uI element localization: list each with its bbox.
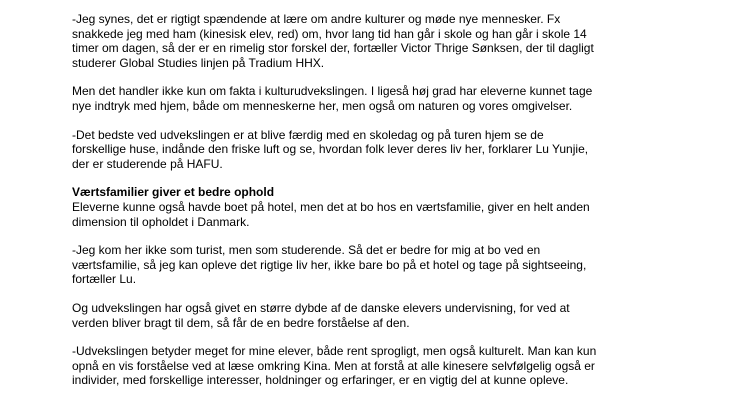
paragraph-lu-host-family-quote <box>72 243 712 287</box>
paragraph-victor-quote <box>72 12 712 70</box>
text-line: -Det bedste ved udvekslingen er at blive færdig med en skoledag og på turen hjem se de <box>72 127 544 142</box>
text-line: nye indtryk med hjem, både om menneskerne her, men også om naturen og vores omgivelser. <box>72 98 573 113</box>
paragraph-lu-yunjie-quote <box>72 128 712 172</box>
text-line: værtsfamilie, så jeg kan opleve det rigtige liv her, ikke bare bo på et hotel og tage på sightseeing, <box>72 257 587 272</box>
paragraph-teacher-quote <box>72 344 712 388</box>
text-line: snakkede jeg med ham (kinesisk elev, red) om, hvor lang tid han går i skole og han går i skole 14 <box>72 26 587 41</box>
text-line: individer, med forskellige interesser, holdninger og erfaringer, er en vigtig del at kunne opleve. <box>72 373 569 388</box>
section-host-families <box>72 185 712 229</box>
paragraph-cultural-exchange <box>72 84 712 113</box>
text-line: forskellige huse, indånde den friske luft og se, hvordan folk lever deres liv her, forklarer Lu Yunjie, <box>72 142 589 157</box>
text-line: dimension til opholdet i Danmark. <box>72 214 250 229</box>
document-page <box>72 12 712 402</box>
text-line: fortæller Lu. <box>72 272 137 287</box>
text-line: Eleverne kunne også havde boet på hotel, men det at bo hos en værtsfamilie, giver en helt anden <box>72 199 590 214</box>
paragraph-teaching-depth <box>72 301 712 330</box>
text-line: der er studerende på HAFU. <box>72 156 223 171</box>
text-line: timer om dagen, så der er en rimelig stor forskel der, fortæller Victor Thrige Sønksen, der til dagligt <box>72 41 594 56</box>
text-line: -Udvekslingen betyder meget for mine elever, både rent sprogligt, men også kulturelt. Man kan kun <box>72 344 597 359</box>
text-line: -Jeg kom her ikke som turist, men som studerende. Så det er bedre for mig at bo ved en <box>72 243 541 258</box>
text-line: Og udvekslingen har også givet en større dybde af de danske elevers undervisning, for ved at <box>72 300 570 315</box>
text-line: Men det handler ikke kun om fakta i kulturudvekslingen. I ligeså høj grad har eleverne kunnet tage <box>72 84 593 99</box>
text-line: -Jeg synes, det er rigtigt spændende at lære om andre kulturer og møde nye mennesker. Fx <box>72 12 561 26</box>
text-line: studerer Global Studies linjen på Tradium HHX. <box>72 55 325 70</box>
text-line: opnå en vis forståelse ved at læse omkring Kina. Men at forstå at alle kinesere selvfølgelig også er <box>72 358 595 373</box>
text-line: verden bliver bragt til dem, så får de en bedre forståelse af den. <box>72 315 410 330</box>
section-heading: Værtsfamilier giver et bedre ophold <box>72 185 275 200</box>
